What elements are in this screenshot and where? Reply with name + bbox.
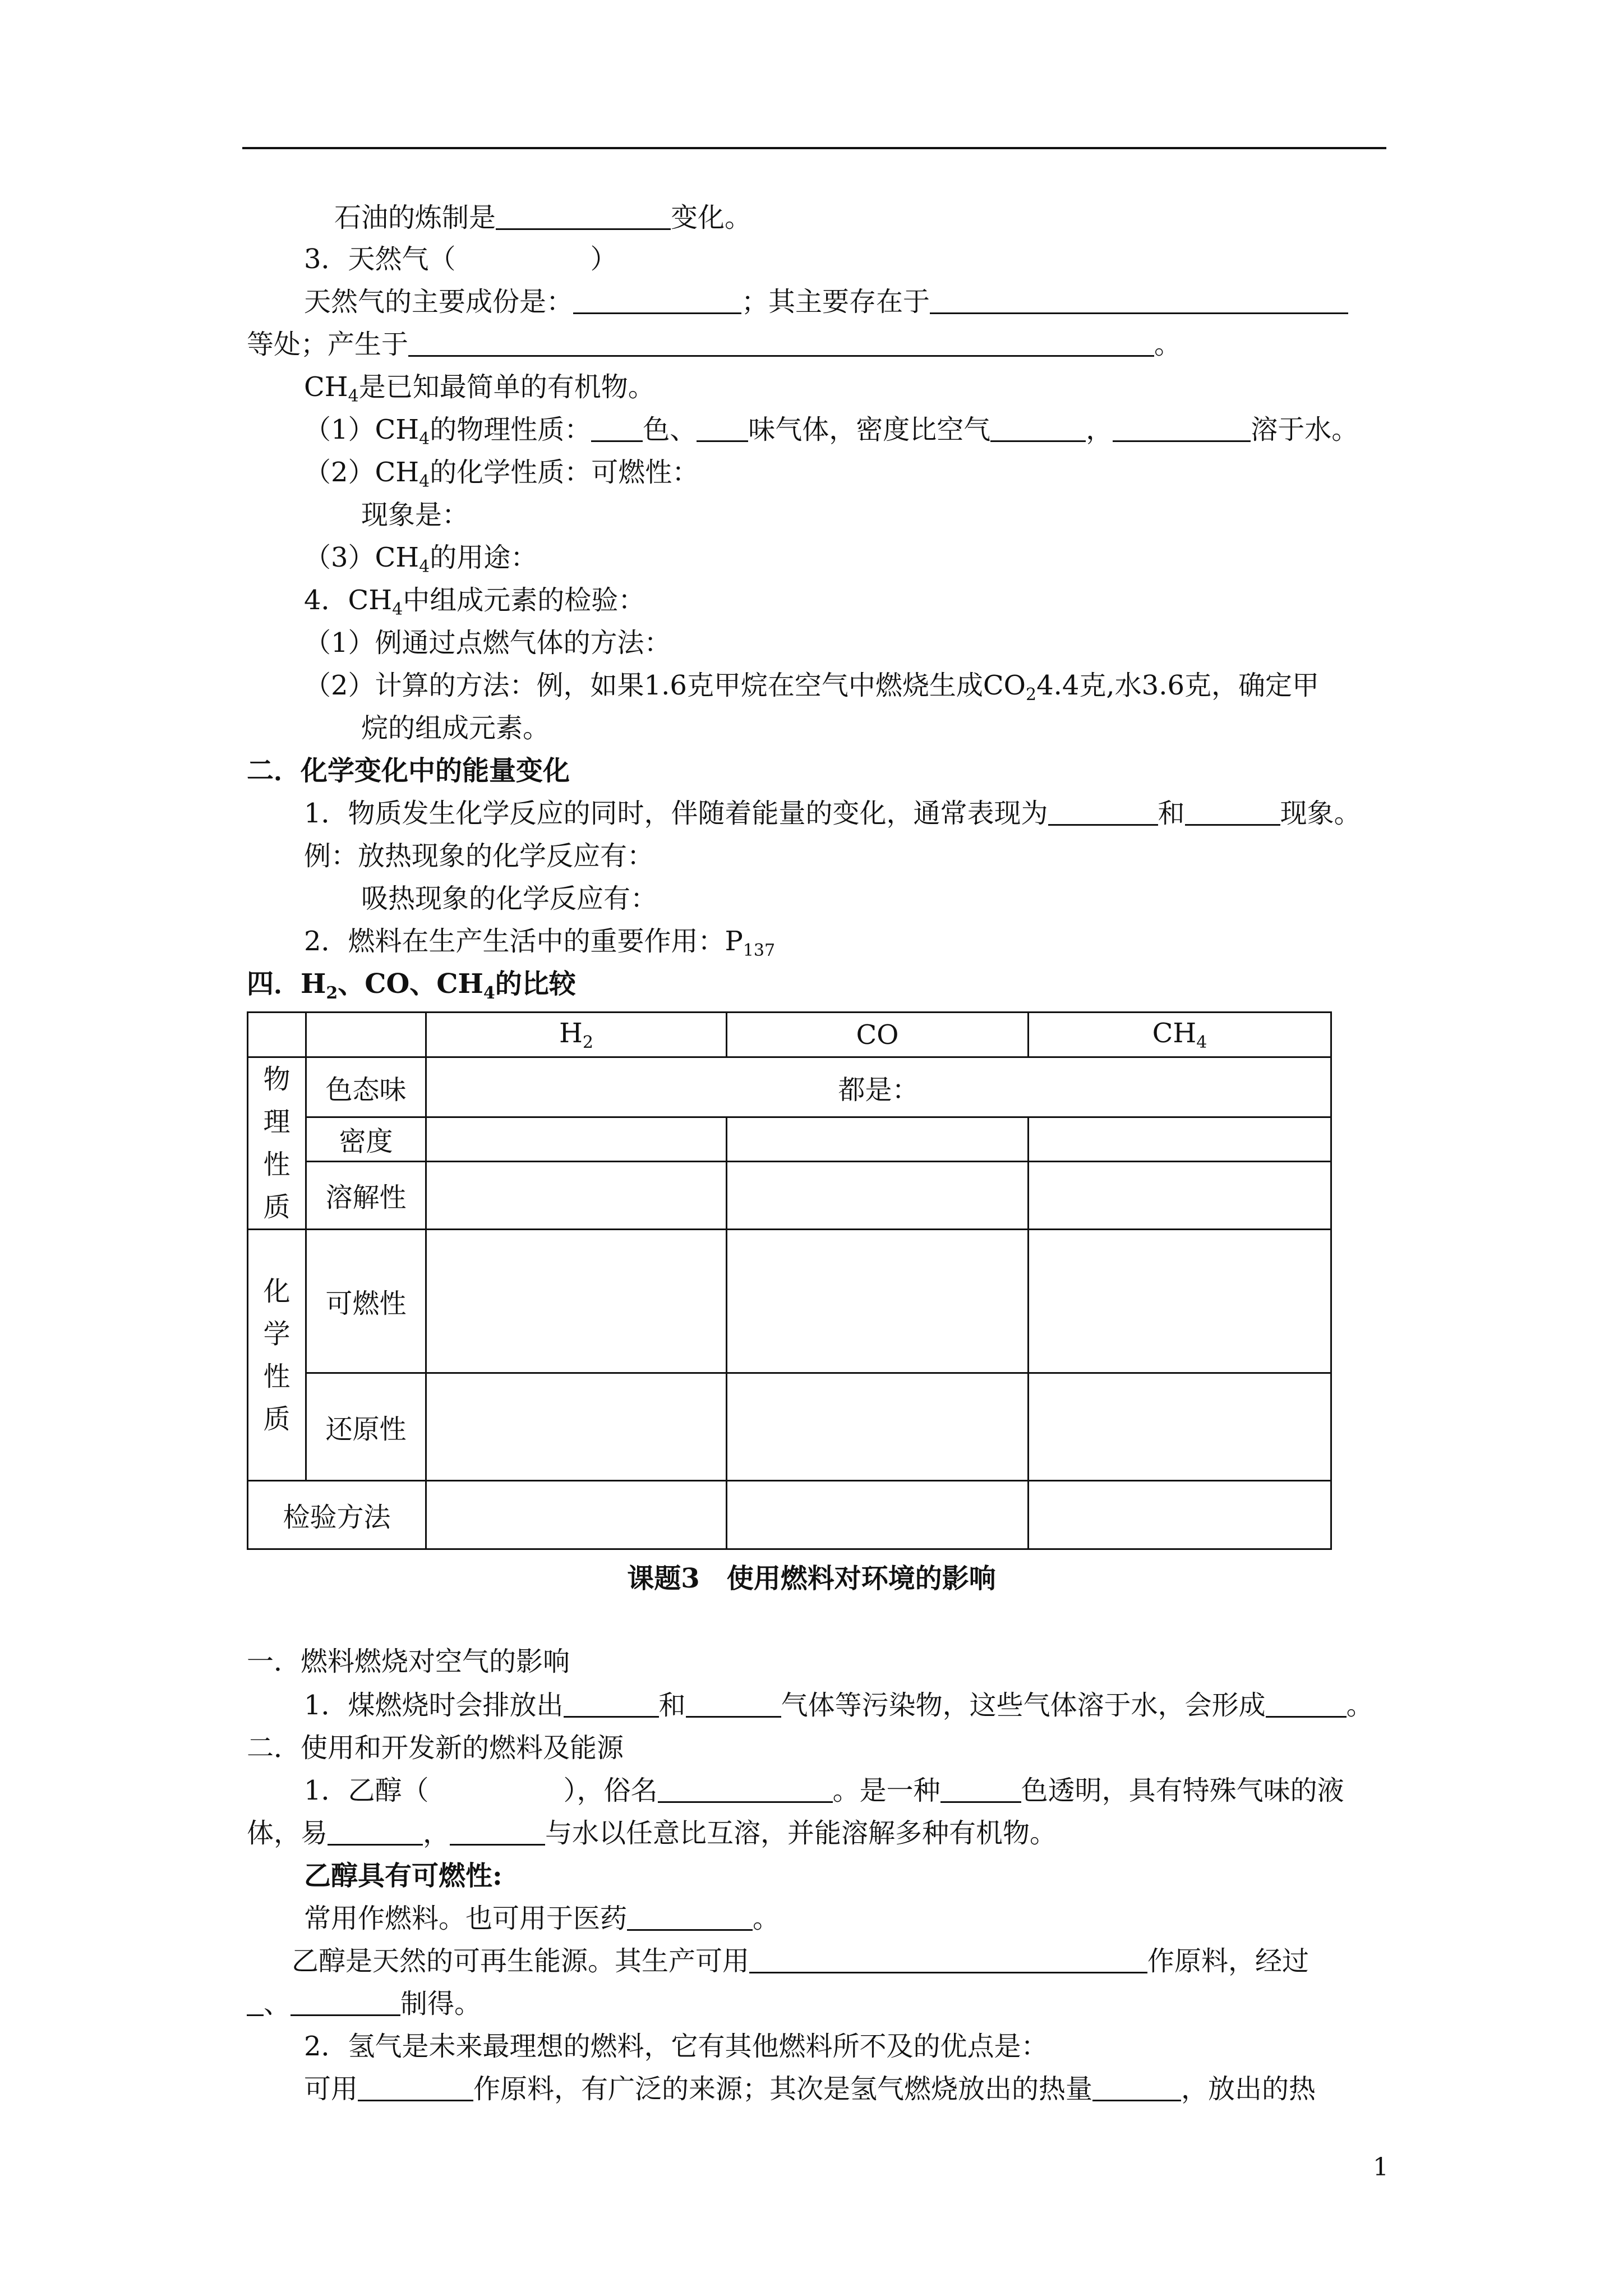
table-cell[interactable]	[1029, 1230, 1331, 1373]
table-cell[interactable]	[727, 1161, 1029, 1229]
text-line: 体，易 ， 与水以任意比互溶，并能溶解多种有机物。	[247, 1818, 1057, 1849]
row-color-value: 都是：	[426, 1057, 1331, 1117]
header-rule	[242, 147, 1386, 149]
text-line: 4．$CH_4$中组成元素的检验：	[304, 585, 645, 619]
table-cell[interactable]	[727, 1481, 1029, 1549]
fill-blank[interactable]	[940, 1775, 1021, 1803]
text-line: （1）例通过点燃气体的方法：	[304, 627, 671, 659]
table-cell[interactable]	[1029, 1481, 1331, 1549]
text-line: 现象是：	[361, 499, 469, 531]
header-ch4: $CH_4$	[1029, 1013, 1331, 1057]
text-line: $CH_4$是已知最简单的有机物。	[304, 371, 655, 406]
fill-blank[interactable]	[408, 329, 1154, 357]
text-line: $(3)CH_4$的用途：	[304, 542, 538, 577]
table-cell[interactable]	[426, 1117, 727, 1162]
table-row	[248, 1057, 1331, 1117]
fill-blank[interactable]	[1185, 798, 1280, 826]
text-line: $(1)CH_4$的物理性质： 色、 味气体，密度比空气 ， 溶于水。	[304, 414, 1359, 449]
fill-blank[interactable]	[247, 1989, 264, 2016]
text-line: 可用 作原料，有广泛的来源；其次是氢气燃烧放出的热量 ，放出的热	[304, 2073, 1316, 2105]
table-cell[interactable]	[1029, 1117, 1331, 1162]
table-cell[interactable]	[1029, 1373, 1331, 1481]
text-line: $(2)CH_4$的化学性质：可燃性：	[304, 457, 699, 491]
table-cell[interactable]	[426, 1481, 727, 1549]
row-label: 检验方法	[248, 1481, 426, 1549]
fill-blank[interactable]	[1113, 415, 1251, 442]
table-cell[interactable]	[1029, 1161, 1331, 1229]
text-line: 例：放热现象的化学反应有：	[304, 840, 654, 872]
fill-blank[interactable]	[591, 415, 643, 442]
section-heading: 四．$H_2$、CO、$CH_4$的比较	[247, 968, 576, 1003]
text-line: 吸热现象的化学反应有：	[361, 883, 658, 914]
row-label: 溶解性	[306, 1161, 426, 1229]
table-cell[interactable]	[426, 1373, 727, 1481]
fill-blank[interactable]	[1266, 1690, 1347, 1718]
fill-blank[interactable]	[658, 1775, 833, 1803]
fill-blank[interactable]	[291, 1989, 400, 2016]
comparison-table	[247, 1011, 1332, 1550]
fill-blank[interactable]	[990, 415, 1086, 442]
header-co: CO	[727, 1013, 1029, 1057]
section-heading: 一．燃料燃烧对空气的影响	[247, 1646, 570, 1677]
text-line: 乙醇是天然的可再生能源。其生产可用 作原料，经过	[292, 1945, 1310, 1977]
table-row	[248, 1117, 1331, 1162]
group-chemical: 化学性质	[248, 1230, 306, 1481]
fill-blank[interactable]	[749, 1946, 1147, 1973]
text-line: 2．氢气是未来最理想的燃料，它有其他燃料所不及的优点是：	[304, 2031, 1048, 2062]
fill-blank[interactable]	[1092, 2074, 1181, 2101]
table-cell	[306, 1013, 426, 1057]
text-line: 乙醇具有可燃性:	[304, 1860, 502, 1892]
text-line: 1．物质发生化学反应的同时，伴随着能量的变化，通常表现为 和 现象。	[304, 798, 1361, 829]
text-line: 等处；产生于 。	[247, 329, 1182, 360]
row-label: 色态味	[306, 1057, 426, 1117]
row-label: 还原性	[306, 1373, 426, 1481]
fill-blank[interactable]	[686, 1690, 781, 1718]
table-row	[248, 1481, 1331, 1549]
text-line: 1．乙醇（ ），俗名 。是一种 色透明，具有特殊气味的液	[304, 1775, 1344, 1806]
text-line: 、 制得。	[247, 1987, 481, 2021]
text-line: 3．天然气（ ）	[304, 243, 617, 275]
row-label: 可燃性	[306, 1230, 426, 1373]
page-number: 1	[1373, 2153, 1389, 2182]
fill-blank[interactable]	[564, 1690, 659, 1718]
table-cell[interactable]	[426, 1161, 727, 1229]
fill-blank[interactable]	[627, 1903, 753, 1931]
text-line: 2．燃料在生产生活中的重要作用：$P_{137}$	[304, 926, 776, 960]
table-row	[248, 1013, 1331, 1057]
fill-blank[interactable]	[573, 287, 741, 314]
table-row	[248, 1373, 1331, 1481]
table-row	[248, 1161, 1331, 1229]
lesson-title: 课题3 使用燃料对环境的影响	[627, 1563, 996, 1594]
section-heading: 二．使用和开发新的燃料及能源	[247, 1732, 624, 1764]
table-row	[248, 1230, 1331, 1373]
fill-blank[interactable]	[697, 415, 748, 442]
table-cell	[248, 1013, 306, 1057]
text-line: 烷的组成元素。	[361, 712, 550, 744]
table-cell[interactable]	[727, 1230, 1029, 1373]
fill-blank[interactable]	[358, 2074, 473, 2101]
row-label: 密度	[306, 1117, 426, 1162]
text-line: （2）计算的方法：例，如果1.6克甲烷在空气中燃烧生成$CO_24.4$克,水3.6克，确定甲	[304, 670, 1319, 705]
group-physical: 物理性质	[248, 1057, 306, 1230]
fill-blank[interactable]	[496, 203, 671, 230]
fill-blank[interactable]	[328, 1818, 423, 1846]
header-h2: $H_2$	[426, 1013, 727, 1057]
text-line: 常用作燃料。也可用于医药 。	[304, 1903, 780, 1934]
fill-blank[interactable]	[930, 287, 1348, 314]
fill-blank[interactable]	[450, 1818, 545, 1846]
text-line: 天然气的主要成份是： ；其主要存在于	[304, 285, 1348, 319]
text-line: 石油的炼制是 变化。	[334, 202, 752, 233]
section-heading: 二．化学变化中的能量变化	[247, 755, 570, 786]
table-cell[interactable]	[727, 1373, 1029, 1481]
table-cell[interactable]	[727, 1117, 1029, 1162]
fill-blank[interactable]	[1048, 798, 1158, 826]
table-cell[interactable]	[426, 1230, 727, 1373]
text-line: 1．煤燃烧时会排放出 和 气体等污染物，这些气体溶于水，会形成 。	[304, 1690, 1373, 1721]
